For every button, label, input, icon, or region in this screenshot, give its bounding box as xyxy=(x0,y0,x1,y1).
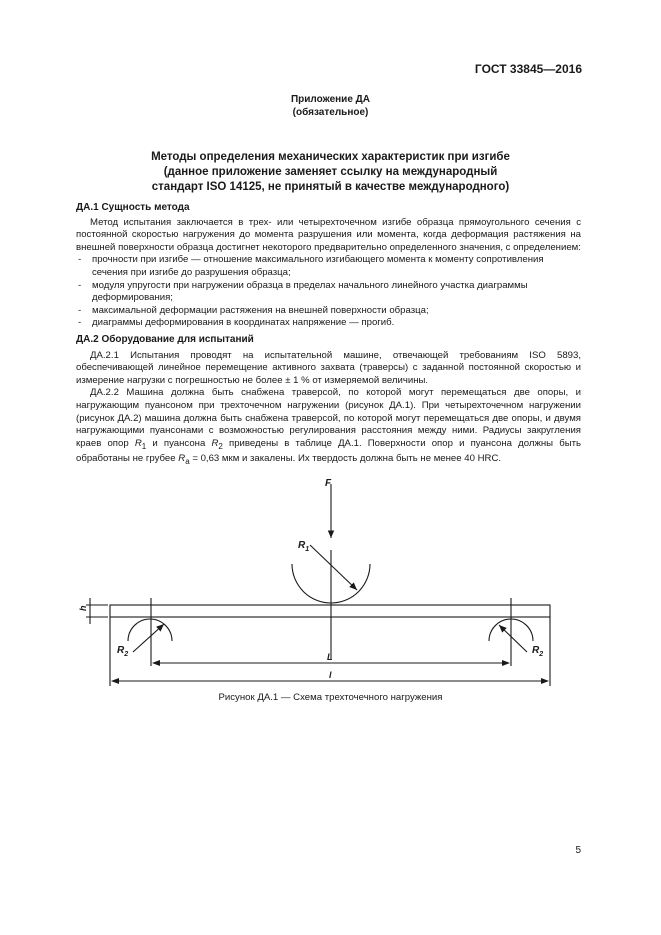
annex-title: Приложение ДА xyxy=(290,94,371,105)
left-support xyxy=(128,619,172,641)
p2-text-d: = 0,63 мкм и закалены. Их твердость должна быть не менее 40 HRC. xyxy=(189,453,502,465)
r-symbol: R xyxy=(211,437,219,449)
r2-right-radius-line xyxy=(499,625,527,652)
r1-subscript: 1 xyxy=(141,441,147,451)
section-1-intro: Метод испытания заключается в трех- или четырехточечном изгибе образца прямоугольного сечения с постоянной скоростью нагружения до момента разрушения или момента, когда деформация растяжения на внешней поверхности образца достигнет некоторого предварительно определенного значения, с определением: xyxy=(76,216,581,253)
r2-left-label: $R_2$ xyxy=(117,645,129,658)
list-item: - максимальной деформации растяжения на внешней поверхности образца; xyxy=(78,305,581,318)
thickness-label: h xyxy=(78,605,88,611)
page-number: 5 xyxy=(575,845,581,856)
specimen-beam xyxy=(110,605,550,617)
p2-text-c: приведены в таблице ДА.1. Поверхности опор и пуансона должны быть обработаны не грубее xyxy=(76,437,582,465)
p2-text-a: ДА.2.2 Машина должна быть снабжена траверсой, по которой могут перемещаться две опоры, и нагружающим пуансоном при трехточечном нагружении (рисунок ДА.1). При четырехточечном нагружении (рисунок ДА.2) машина должна быть снабжена траверсой, по которой могут перемещаться две опоры, и двумя нагружающими пуансонами с возможностью регулирования расстояния между ними. Радиусы закругления краев опор xyxy=(76,387,581,449)
title-line-1: Методы определения механических характеристик при изгибе xyxy=(151,151,510,163)
r-symbol: R xyxy=(134,437,142,449)
section-1 xyxy=(76,202,581,330)
title-line-3: стандарт ISO 14125, не принятый в качестве международного) xyxy=(151,181,510,193)
list-item: - диаграммы деформирования в координатах напряжение — прогиб. xyxy=(78,317,581,330)
paragraph-2-1: ДА.2.1 Испытания проводят на испытательной машине, отвечающей требованиям ISO 5893, обеспечивающей линейное перемещение активного захвата (траверсы) с заданной постоянной скоростью и измерение нагрузки с погрешностью не более ± 1 % от измеряемой величины. xyxy=(76,349,581,386)
r2-subscript: 2 xyxy=(218,441,223,451)
section-2 xyxy=(76,334,581,469)
figure-caption: Рисунок ДА.1 — Схема трехточечного нагружения xyxy=(218,692,443,703)
standard-number: ГОСТ 33845—2016 xyxy=(474,62,582,76)
r2-right-label: $R_2$ xyxy=(532,645,544,658)
list-item: - модуля упругости при нагружении образца в пределах начального линейного участка диаграммы деформирования; xyxy=(78,280,581,305)
r2-left-radius-line xyxy=(133,624,164,652)
ra-subscript: a xyxy=(185,457,190,467)
title-line-2: (данное приложение заменяет ссылку на международный xyxy=(163,166,498,178)
section-1-list xyxy=(76,254,581,330)
annex-status: (обязательное) xyxy=(292,107,369,118)
annex-header xyxy=(0,93,661,119)
section-2-heading: ДА.2 Оборудование для испытаний xyxy=(76,334,254,345)
three-point-bending-diagram xyxy=(0,470,661,690)
list-item: - прочности при изгибе — отношение максимального изгибающего момента к моменту сопротивления сечения при изгибе до разрушения образца; xyxy=(78,254,581,279)
force-label: F xyxy=(325,478,332,489)
span-label: L xyxy=(327,652,333,662)
paragraph-2-2 xyxy=(76,387,581,468)
r-symbol: R xyxy=(178,453,186,465)
section-1-heading: ДА.1 Сущность метода xyxy=(76,202,190,213)
r1-label: $R_1$ xyxy=(298,540,310,553)
length-label: l xyxy=(329,670,332,680)
p2-text-b: и пуансона xyxy=(146,437,212,449)
r1-radius-line xyxy=(310,545,357,590)
document-title xyxy=(0,150,661,195)
